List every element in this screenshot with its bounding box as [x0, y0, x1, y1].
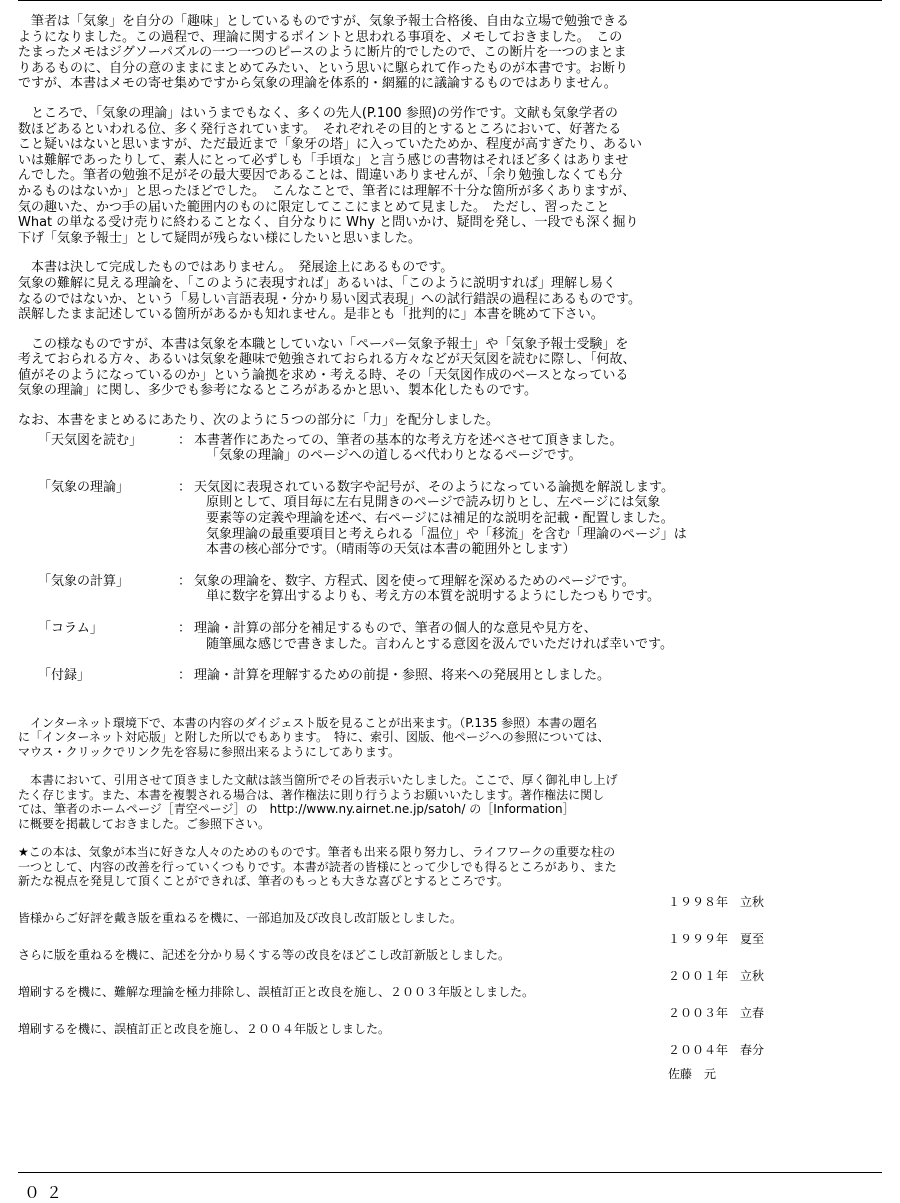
text-line: 数ほどあるといわれる位、多く発行されています。 それぞれその目的とするところにおいて、好著たる [18, 121, 622, 137]
text-line: に概要を掲載しておきました。ご参照下さい。 [18, 816, 271, 831]
definition-colon: ： [178, 479, 192, 495]
text-line: What の単なる受け売りに終わることなく、自分なりに Why と問いかけ、疑問を発し、一段でも深く掘り [18, 215, 639, 231]
status-paragraph [18, 260, 818, 322]
revision-note: 増刷するを機に、誤植訂正と改良を施し、２００４年版としました。 [18, 1022, 391, 1037]
revision-note: さらに版を重ねるを機に、記述を分かり易くする等の改良をほどこし改訂新版としました。 [18, 948, 511, 963]
description-line: 理論・計算を理解するための前提・参照、将来への発展用としました。 [194, 668, 611, 684]
text-line: ところで、「気象の理論」はいうまでもなく、多くの先人(P.100 参照)の労作です。文献も気象学者の [31, 105, 618, 121]
description-line: 天気図に表現されている数字や記号が、そのようになっている論拠を解説します。 [194, 479, 674, 495]
text-line: たまったメモはジグソーパズルの一つ一つのピースのように断片的でしたので、この断片を一つのまとま [18, 45, 627, 61]
definition-colon: ： [178, 573, 192, 589]
text-line: 気象の難解に見える理論を、「このように表現すれば」あるいは、「このように説明すれば」理解し易く [18, 275, 617, 291]
bottom-rule [18, 1172, 882, 1173]
author-name: 佐藤 元 [668, 1067, 717, 1082]
text-line: ですが、本書はメモの寄せ集めですから気象の理論を体系的・網羅的に議論するものではありません。 [18, 76, 617, 92]
text-line: 値がそのようになっているのか」という論拠を求め・考える時、その「天気図作成のベースとなっている [18, 367, 629, 383]
text-line: この様なものですが、本書は気象を本職としていない「ペーパー気象予報士」や「気象予報士受験」を [31, 336, 629, 352]
text-line: ★この本は、気象が本当に好きな人々のためのものです。筆者も出来る限り努力し、ライフワークの重要な柱の [18, 845, 616, 860]
definition-term: 「コラム」 [38, 621, 103, 636]
definition-term: 「気象の計算」 [38, 573, 130, 589]
structure-intro: なお、本書をまとめるにあたり、次のように５つの部分に「力」を配分しました。 [18, 413, 500, 429]
text-line: 本書において、引用させて頂きました文献は該当箇所でその旨表示いたしました。ここで、厚く御礼申し上げ [30, 773, 618, 788]
text-line: かるものはないか」と思ったほどでした。 こんなことで、筆者には理解不十分な箇所が多くありますが、 [18, 183, 636, 199]
description-line: 「気象の理論」のページへの道しるべ代わりとなるページです。 [206, 448, 582, 464]
definition-colon: ： [178, 432, 192, 448]
page-number: ０２ [24, 1183, 69, 1202]
text-line: 新たな視点を発見して頂くことができれば、筆者のもっとも大きな喜びとするところです。 [18, 874, 509, 889]
text-line: たく存じます。また、本書を複製される場合は、著作権法に則り行うようお願いいたします。著作権法に関し [18, 787, 605, 802]
purpose-paragraph [18, 337, 818, 399]
description-line: 原則として、項目毎に左右見開きのページで読み切りとし、左ページには気象 [206, 495, 661, 511]
definition-item [38, 668, 818, 684]
revision-date: ２００１年 立秋 [668, 968, 765, 983]
revision-history [18, 889, 818, 1058]
definition-term: 「付録」 [38, 668, 91, 684]
text-line: インターネット環境下で、本書の内容のダイジェスト版を見ることが出来ます。（P.135 参照）本書の題名 [30, 715, 598, 730]
description-line: 本書著作にあたっての、筆者の基本的な考え方を述べさせて頂きました。 [194, 432, 623, 448]
text-line: 一つとして、内容の改善を行っていくつもりです。本書が読者の皆様にとって少しでも得るところがあり、また [18, 859, 617, 874]
text-line: ては、筆者のホームページ［青空ページ］の http://www.ny.airnet.ne.jp/satoh/ の［Information］ [18, 802, 575, 817]
definition-description [194, 433, 818, 464]
definition-description [194, 621, 818, 652]
text-line: 筆者は「気象」を自分の「趣味」としているものですが、気象予報士合格後、自由な立場で勉強できる [31, 14, 630, 29]
text-line: 考えておられる方々、あるいは気象を趣味で勉強されておられる方々などが天気図を読むに際し、「何故、 [18, 352, 636, 368]
text-line: マウス・クリックでリンク先を容易に参照出来るようにしてあります。 [18, 744, 400, 759]
section-definitions [38, 433, 818, 684]
definition-item [38, 480, 818, 558]
description-line: 気象理論の最重要項目と考えられる「温位」や「移流」を含む「理論のページ」は [206, 526, 687, 542]
description-line: 理論・計算の部分を補足するもので、筆者の個人的な意見や見方を、 [194, 621, 597, 636]
description-line: 単に数字を算出するよりも、考え方の本質を説明するようにしたつもりです。 [206, 589, 660, 605]
intro-paragraph [18, 14, 818, 92]
definition-term: 「天気図を読む」 [38, 432, 143, 448]
text-line: 誤解したまま記述している箇所があるかも知れません。是非とも「批判的に」本書を眺めて下さい。 [18, 307, 604, 323]
definition-colon: ： [178, 621, 192, 636]
revision-date: １９９９年 夏至 [668, 931, 765, 946]
description-line: 随筆風な感じで書きました。言わんとする意図を汲んでいただければ幸いです。 [206, 636, 673, 652]
description-line: 本書の核心部分です。（晴雨等の天気は本書の範囲外とします） [206, 542, 576, 558]
definition-description [194, 668, 818, 684]
text-line: 気象の理論」に関し、多少でも参考になるところがあるかと思い、製本化したものです。 [18, 383, 537, 399]
definition-item [38, 574, 818, 605]
definition-description [194, 574, 818, 605]
internet-paragraph [18, 716, 818, 760]
page-body [18, 14, 818, 1082]
top-rule [18, 0, 882, 1]
revision-date: １９９８年 立秋 [668, 894, 765, 909]
text-line: なるのではないか、という「易しい言語表現・分かり易い図式表現」への試行錯誤の過程にあるものです。 [18, 291, 641, 307]
text-line: いは難解であったりして、素人にとって必ずしも「手頃な」と言う感じの書物はそれほど多くはありませ [18, 152, 629, 168]
copyright-paragraph [18, 773, 818, 831]
revision-date: ２００３年 立春 [668, 1005, 765, 1020]
definition-colon: ： [178, 668, 192, 684]
revision-note: 増刷するを機に、難解な理論を極力排除し、誤植訂正と改良を施し、２００３年版としました。 [18, 985, 535, 1000]
definition-item [38, 433, 818, 464]
revision-date: ２００４年 春分 [668, 1042, 765, 1057]
definition-description [194, 480, 818, 558]
text-line: りあるものに、自分の意のままにまとめてみたい、という思いに駆られて作ったものが本書です。お断り [18, 60, 628, 76]
definition-term: 「気象の理論」 [38, 479, 130, 495]
definition-item [38, 621, 818, 652]
text-line: ようになりました。この過程で、理論に関するポイントと思われる事項を、メモしておきました。 この [18, 29, 623, 45]
description-line: 気象の理論を、数字、方程式、図を使って理解を深めるためのページです。 [194, 573, 635, 589]
text-line: んでした。筆者の勉強不足がその最大要因であることは、間違いありませんが、「余り勉強しなくても分 [18, 168, 623, 184]
text-line: こと疑いはないと思いますが、ただ最近まで「象牙の塔」に入っていたためか、程度が高すぎたり、あるい [18, 137, 643, 153]
text-line: 下げ「気象予報士」として疑問が残らない様にしたいと思いました。 [18, 230, 422, 246]
text-line: 本書は決して完成したものではありません。 発展途上にあるものです。 [31, 260, 454, 276]
revision-note: 皆様からご好評を戴き版を重ねるを機に、一部追加及び改良し改訂版としました。 [18, 911, 463, 926]
text-line: に「インターネット対応版」と附した所以でもあります。 特に、索引、図版、他ページへの参照については、 [18, 730, 610, 745]
text-line: 気の趣いた、かつ手の届いた範囲内のものに限定してここにまとめて見ました。 ただし、習ったこと [18, 199, 610, 215]
background-paragraph [18, 106, 818, 246]
closing-paragraph [18, 845, 818, 889]
description-line: 要素等の定義や理論を述べ、右ページには補足的な説明を記載・配置しました。 [206, 511, 674, 527]
